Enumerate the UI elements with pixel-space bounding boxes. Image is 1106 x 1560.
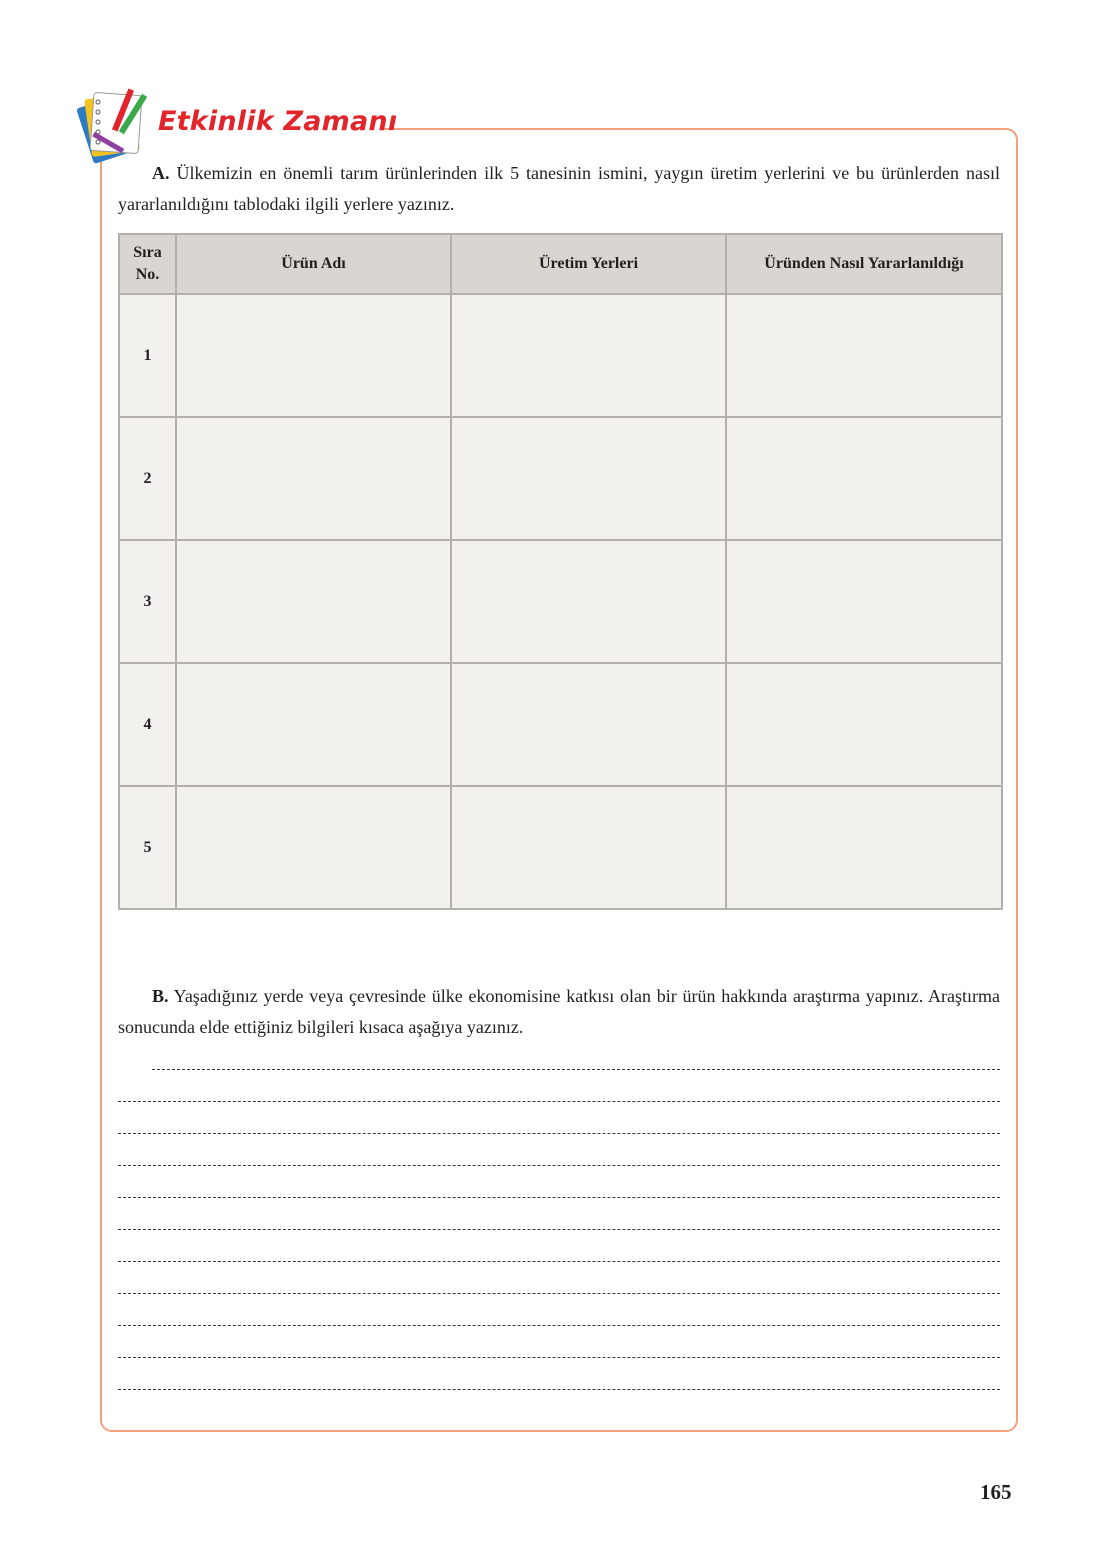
header-sira-no: Sıra No.: [119, 234, 176, 294]
product-name-cell[interactable]: [176, 417, 451, 540]
notebook-pencils-icon: [76, 86, 160, 164]
production-places-cell[interactable]: [451, 294, 726, 417]
writing-line[interactable]: [118, 1197, 1000, 1198]
writing-line[interactable]: [118, 1229, 1000, 1230]
page-number: 165: [980, 1480, 1012, 1504]
section-b-label: B.: [152, 986, 169, 1006]
writing-line[interactable]: [118, 1325, 1000, 1326]
writing-line[interactable]: [118, 1389, 1000, 1390]
table-row: [119, 294, 1002, 417]
product-table: [118, 233, 1003, 910]
usage-cell[interactable]: [726, 786, 1002, 909]
section-b-instruction: [118, 981, 1000, 1043]
product-name-cell[interactable]: [176, 294, 451, 417]
row-number: 3: [119, 540, 176, 663]
activity-title: Etkinlik Zamanı: [158, 106, 398, 137]
writing-line[interactable]: [152, 1069, 1000, 1070]
writing-line[interactable]: [118, 1293, 1000, 1294]
product-name-cell[interactable]: [176, 786, 451, 909]
header-urun-adi: Ürün Adı: [176, 234, 451, 294]
table-row: [119, 663, 1002, 786]
header-yararlanma: Üründen Nasıl Yararlanıldığı: [726, 234, 1002, 294]
production-places-cell[interactable]: [451, 663, 726, 786]
row-number: 4: [119, 663, 176, 786]
row-number: 2: [119, 417, 176, 540]
writing-line[interactable]: [118, 1357, 1000, 1358]
product-name-cell[interactable]: [176, 540, 451, 663]
usage-cell[interactable]: [726, 417, 1002, 540]
production-places-cell[interactable]: [451, 417, 726, 540]
section-b-text: Yaşadığınız yerde veya çevresinde ülke ekonomisine katkısı olan bir ürün hakkında araştırma yapınız. Araştırma sonucunda elde ettiğiniz bilgileri kısaca aşağıya yazınız.: [118, 986, 1000, 1037]
writing-line[interactable]: [118, 1165, 1000, 1166]
table-row: [119, 786, 1002, 909]
row-number: 5: [119, 786, 176, 909]
product-name-cell[interactable]: [176, 663, 451, 786]
row-number: 1: [119, 294, 176, 417]
table-row: [119, 540, 1002, 663]
table-header-row: [119, 234, 1002, 294]
usage-cell[interactable]: [726, 294, 1002, 417]
table-row: [119, 417, 1002, 540]
production-places-cell[interactable]: [451, 786, 726, 909]
production-places-cell[interactable]: [451, 540, 726, 663]
header-uretim-yerleri: Üretim Yerleri: [451, 234, 726, 294]
writing-line[interactable]: [118, 1133, 1000, 1134]
section-a-label: A.: [152, 163, 170, 183]
writing-line[interactable]: [118, 1261, 1000, 1262]
section-a-text: Ülkemizin en önemli tarım ürünlerinden ilk 5 tanesinin ismini, yaygın üretim yerlerini ve bu ürünlerden nasıl yararlanıldığını tablodaki ilgili yerlere yazınız.: [118, 163, 1000, 214]
usage-cell[interactable]: [726, 663, 1002, 786]
usage-cell[interactable]: [726, 540, 1002, 663]
section-a-instruction: [118, 158, 1000, 220]
writing-line[interactable]: [118, 1101, 1000, 1102]
